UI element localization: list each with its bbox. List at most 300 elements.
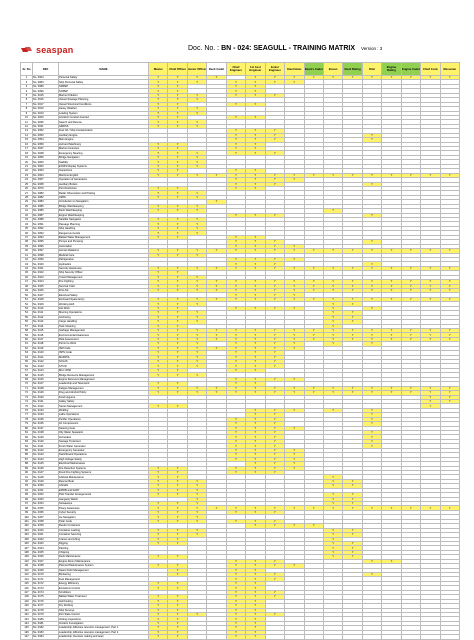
required-cell: Y (382, 559, 401, 563)
required-cell: Y (168, 568, 187, 572)
row-name: Crowd Management (59, 275, 149, 279)
required-cell: Y (207, 337, 226, 341)
row-name: Scrubbers (59, 590, 149, 594)
required-cell: Y (246, 280, 265, 284)
required-cell: Y (149, 120, 168, 124)
required-cell: Y (362, 417, 381, 421)
required-cell: Y (149, 346, 168, 350)
row-ref: No. 0114 (33, 324, 59, 328)
required-cell: Y (382, 76, 401, 80)
required-cell: Y (246, 568, 265, 572)
required-cell: Y (440, 333, 459, 337)
required-cell: Y (440, 337, 459, 341)
required-cell: Y (187, 289, 206, 293)
row-number: 74 (21, 399, 33, 403)
required-cell: Y (149, 342, 168, 346)
row-ref: No. 0142 (33, 448, 59, 452)
required-cell: Y (226, 466, 245, 470)
row-number: 76 (21, 408, 33, 412)
required-cell: Y (323, 533, 342, 537)
required-cell: Y (149, 315, 168, 319)
row-number: 14 (21, 133, 33, 137)
required-cell: Y (149, 80, 168, 84)
required-cell: Y (226, 147, 245, 151)
required-cell: Y (246, 178, 265, 182)
required-cell: Y (285, 333, 304, 337)
row-ref: No. 0168 (33, 564, 59, 568)
row-number: 63 (21, 351, 33, 355)
required-cell: Y (187, 311, 206, 315)
row-name: Galley Safety (59, 399, 149, 403)
row-number: 95 (21, 493, 33, 497)
required-cell: Y (226, 355, 245, 359)
required-cell: Y (226, 102, 245, 106)
required-cell: Y (207, 173, 226, 177)
required-cell: Y (265, 93, 284, 97)
row-ref: No. 0162 (33, 537, 59, 541)
row-number: 30 (21, 204, 33, 208)
required-cell: Y (187, 351, 206, 355)
required-cell: Y (226, 151, 245, 155)
row-number: 53 (21, 306, 33, 310)
row-ref: No. 0085 (33, 204, 59, 208)
row-number: 8 (21, 107, 33, 111)
required-cell: Y (246, 346, 265, 350)
row-ref: No. 0129 (33, 391, 59, 395)
required-cell: Y (265, 182, 284, 186)
required-cell: Y (285, 342, 304, 346)
required-cell: Y (187, 297, 206, 301)
required-cell: Y (168, 226, 187, 230)
row-number: 91 (21, 475, 33, 479)
required-cell: Y (187, 612, 206, 616)
header-rank: Oiler (362, 63, 381, 76)
required-cell: Y (168, 93, 187, 97)
row-ref: No. 0141 (33, 444, 59, 448)
row-name: Electrical Maintenance (59, 462, 149, 466)
row-name: Vetting Inspections (59, 617, 149, 621)
required-cell: Y (226, 568, 245, 572)
required-cell: Y (149, 608, 168, 612)
required-cell: Y (226, 328, 245, 332)
row-name: First Aid (59, 289, 149, 293)
row-name: STCW (59, 364, 149, 368)
row-ref: No. 0134 (33, 413, 59, 417)
row-name: Purifier Operations (59, 417, 149, 421)
required-cell: Y (304, 391, 323, 395)
required-cell: Y (304, 386, 323, 390)
required-cell: Y (323, 528, 342, 532)
required-cell: Y (401, 249, 420, 253)
required-cell: Y (246, 351, 265, 355)
row-name: Leadership, Effective resource management, Part 1 (59, 626, 149, 630)
required-cell: Y (226, 586, 245, 590)
required-cell: Y (246, 577, 265, 581)
header-rank: Chief Engineer (226, 63, 245, 76)
required-cell: Y (187, 373, 206, 377)
required-cell: Y (226, 84, 245, 88)
row-ref: No. 0090 (33, 89, 59, 93)
required-cell: Y (285, 346, 304, 350)
row-ref: No. 0138 (33, 431, 59, 435)
required-cell: Y (226, 129, 245, 133)
row-ref: No. 0128 (33, 386, 59, 390)
table-header-row (21, 63, 460, 76)
row-ref: No. 0105 (33, 284, 59, 288)
row-number: 19 (21, 155, 33, 159)
row-name: Ship Security Officer (59, 271, 149, 275)
required-cell: Y (323, 537, 342, 541)
required-cell: Y (226, 235, 245, 239)
row-ref: No. 0169 (33, 568, 59, 572)
required-cell: Y (246, 262, 265, 266)
required-cell: Y (187, 124, 206, 128)
required-cell: Y (285, 391, 304, 395)
required-cell: Y (265, 355, 284, 359)
row-ref: No. 0111 (33, 311, 59, 315)
required-cell: Y (246, 80, 265, 84)
required-cell: Y (168, 470, 187, 474)
row-ref: No. 0119 (33, 346, 59, 350)
required-cell: Y (323, 328, 342, 332)
row-ref: No. 0089 (33, 84, 59, 88)
row-name: Energy Efficiency (59, 581, 149, 585)
required-cell: Y (265, 510, 284, 514)
required-cell: Y (285, 297, 304, 301)
required-cell: Y (149, 84, 168, 88)
row-ref: No. 0172 (33, 581, 59, 585)
required-cell: Y (226, 448, 245, 452)
row-number: 80 (21, 426, 33, 430)
row-name: Operation of Generators (59, 178, 149, 182)
required-cell: Y (149, 98, 168, 102)
required-cell: Y (149, 204, 168, 208)
required-cell: Y (168, 253, 187, 257)
required-cell: Y (187, 222, 206, 226)
row-name: High Voltage Safety (59, 457, 149, 461)
row-number: 18 (21, 151, 33, 155)
row-number: 7 (21, 102, 33, 106)
required-cell: Y (362, 289, 381, 293)
row-number: 60 (21, 337, 33, 341)
required-cell: Y (168, 120, 187, 124)
required-cell: Y (187, 275, 206, 279)
required-cell: Y (343, 302, 362, 306)
required-cell: Y (246, 621, 265, 625)
row-ref: No. 0136 (33, 422, 59, 426)
required-cell: Y (323, 315, 342, 319)
row-name: Port Restriction (59, 186, 149, 190)
required-cell: Y (168, 160, 187, 164)
required-cell: Y (226, 289, 245, 293)
required-cell: Y (207, 333, 226, 337)
required-cell: Y (246, 408, 265, 412)
row-number: 127 (21, 635, 33, 639)
required-cell: Y (421, 506, 440, 510)
required-cell: Y (362, 266, 381, 270)
row-ref: No. 0056 (33, 155, 59, 159)
required-cell: Y (246, 306, 265, 310)
row-number: 84 (21, 444, 33, 448)
required-cell: Y (265, 351, 284, 355)
row-number: 122 (21, 612, 33, 616)
row-number: 13 (21, 129, 33, 133)
required-cell: Y (149, 155, 168, 159)
required-cell: Y (187, 355, 206, 359)
required-cell: Y (343, 506, 362, 510)
row-ref: No. 0103 (33, 275, 59, 279)
required-cell: Y (246, 249, 265, 253)
required-cell: Y (168, 231, 187, 235)
row-ref: No. 0102 (33, 271, 59, 275)
row-name: Ship Personal Safety (59, 80, 149, 84)
required-cell: Y (285, 506, 304, 510)
row-ref: No. 0093 (33, 231, 59, 235)
required-cell: Y (226, 519, 245, 523)
required-cell: Y (187, 151, 206, 155)
required-cell: Y (265, 506, 284, 510)
header-ref: DEF (33, 63, 59, 76)
required-cell: Y (421, 249, 440, 253)
required-cell: Y (343, 533, 362, 537)
required-cell: Y (168, 89, 187, 93)
row-name: Bridge Navigation (59, 155, 149, 159)
required-cell: Y (343, 315, 362, 319)
required-cell: Y (265, 213, 284, 217)
required-cell: Y (285, 293, 304, 297)
row-ref: No. 0132 (33, 404, 59, 408)
required-cell: Y (362, 240, 381, 244)
row-ref: No. 0165 (33, 550, 59, 554)
required-cell: Y (323, 497, 342, 501)
required-cell: Y (401, 266, 420, 270)
required-cell: Y (401, 333, 420, 337)
required-cell: Y (168, 218, 187, 222)
required-cell: Y (187, 160, 206, 164)
row-name: Oily Water Separator (59, 431, 149, 435)
row-name: Steering Gear (59, 426, 149, 430)
required-cell: Y (265, 151, 284, 155)
required-cell: Y (285, 178, 304, 182)
required-cell: Y (246, 635, 265, 639)
header-name: NAME (59, 63, 149, 76)
row-number: 44 (21, 266, 33, 270)
required-cell: Y (149, 519, 168, 523)
required-cell: Y (226, 182, 245, 186)
row-ref: No. 0149 (33, 479, 59, 483)
row-name: Ballast Water Management (59, 235, 149, 239)
empty-cell (304, 635, 323, 639)
required-cell: Y (246, 595, 265, 599)
row-name: Garbage Management (59, 328, 149, 332)
required-cell: Y (265, 244, 284, 248)
required-cell: Y (168, 564, 187, 568)
row-number: 61 (21, 342, 33, 346)
doc-prefix: Doc. No. : (188, 45, 220, 52)
row-number: 100 (21, 515, 33, 519)
required-cell: Y (149, 368, 168, 372)
row-name: Emergency Steering (59, 151, 149, 155)
required-cell: Y (226, 630, 245, 634)
required-cell: Y (187, 342, 206, 346)
required-cell: Y (207, 328, 226, 332)
row-ref: No. 0153 (33, 497, 59, 501)
required-cell: Y (149, 493, 168, 497)
required-cell: Y (265, 408, 284, 412)
row-number: 79 (21, 422, 33, 426)
row-number: 96 (21, 497, 33, 501)
required-cell: Y (226, 422, 245, 426)
row-number: 106 (21, 541, 33, 545)
required-cell: Y (421, 76, 440, 80)
required-cell: Y (149, 488, 168, 492)
row-ref: No. 0177 (33, 604, 59, 608)
row-number: 6 (21, 98, 33, 102)
required-cell: Y (343, 328, 362, 332)
required-cell: Y (323, 302, 342, 306)
required-cell: Y (187, 76, 206, 80)
required-cell: Y (323, 386, 342, 390)
required-cell: Y (168, 266, 187, 270)
row-number: 32 (21, 213, 33, 217)
required-cell: Y (149, 124, 168, 128)
row-number: 1 (21, 76, 33, 80)
row-name: Cyber Security (59, 510, 149, 514)
required-cell: Y (323, 173, 342, 177)
required-cell: Y (187, 191, 206, 195)
row-name: Port State Control (59, 612, 149, 616)
required-cell: Y (323, 311, 342, 315)
required-cell: Y (323, 541, 342, 545)
row-number: 118 (21, 595, 33, 599)
required-cell: Y (421, 399, 440, 403)
row-name: Rescue Boat (59, 479, 149, 483)
required-cell: Y (323, 280, 342, 284)
required-cell: Y (246, 355, 265, 359)
row-name: Search and Rescue (59, 120, 149, 124)
required-cell: Y (323, 502, 342, 506)
required-cell: Y (362, 182, 381, 186)
required-cell: Y (168, 98, 187, 102)
required-cell: Y (265, 280, 284, 284)
row-name: ECDIS Display Systems (59, 164, 149, 168)
required-cell: Y (168, 506, 187, 510)
required-cell: Y (187, 484, 206, 488)
required-cell: Y (265, 431, 284, 435)
required-cell: Y (401, 280, 420, 284)
required-cell: Y (323, 333, 342, 337)
required-cell: Y (168, 364, 187, 368)
required-cell: Y (246, 213, 265, 217)
required-cell: Y (246, 462, 265, 466)
required-cell: Y (168, 324, 187, 328)
row-number: 2 (21, 80, 33, 84)
required-cell: Y (226, 93, 245, 97)
required-cell: Y (285, 426, 304, 430)
doc-version: Version : 3 (360, 46, 383, 51)
required-cell: Y (246, 76, 265, 80)
row-ref: No. 0121 (33, 355, 59, 359)
row-ref: No. 0004 (33, 76, 59, 80)
required-cell: Y (226, 439, 245, 443)
required-cell: Y (421, 280, 440, 284)
required-cell: Y (265, 240, 284, 244)
row-ref: No. 0131 (33, 399, 59, 403)
row-ref: No. 0120 (33, 351, 59, 355)
required-cell: Y (149, 311, 168, 315)
required-cell: Y (246, 448, 265, 452)
row-ref: No. 0180 (33, 617, 59, 621)
row-number: 16 (21, 142, 33, 146)
required-cell: Y (246, 360, 265, 364)
required-cell: Y (382, 391, 401, 395)
required-cell: Y (168, 581, 187, 585)
document-title (188, 45, 382, 52)
header-rank: Messman (440, 63, 459, 76)
required-cell: Y (168, 155, 187, 159)
required-cell: Y (226, 581, 245, 585)
row-ref: No. 0091 (33, 222, 59, 226)
row-number: 115 (21, 581, 33, 585)
row-ref: No. 0010 (33, 107, 59, 111)
doc-number: BN - 024: SEAGULL - TRAINING MATRIX (221, 45, 355, 52)
required-cell: Y (207, 289, 226, 293)
required-cell: Y (382, 249, 401, 253)
required-cell: Y (323, 266, 342, 270)
row-name: Rigging (59, 541, 149, 545)
required-cell: Y (285, 80, 304, 84)
required-cell: Y (187, 266, 206, 270)
required-cell: Y (246, 506, 265, 510)
required-cell: Y (149, 630, 168, 634)
row-ref: No. 0154 (33, 502, 59, 506)
required-cell: Y (285, 564, 304, 568)
required-cell: Y (265, 249, 284, 253)
row-ref: No. 0137 (33, 426, 59, 430)
row-ref: No. 0059 (33, 142, 59, 146)
row-name: Food Hygiene (59, 395, 149, 399)
required-cell: Y (265, 524, 284, 528)
required-cell: Y (168, 519, 187, 523)
required-cell: Y (226, 178, 245, 182)
row-number: 90 (21, 470, 33, 474)
required-cell: Y (246, 333, 265, 337)
required-cell: Y (226, 351, 245, 355)
required-cell: Y (168, 386, 187, 390)
row-ref: No. 0173 (33, 586, 59, 590)
required-cell: Y (382, 506, 401, 510)
row-ref: No. 0017 (33, 102, 59, 106)
required-cell: Y (265, 466, 284, 470)
row-number: 54 (21, 311, 33, 315)
row-number: 35 (21, 226, 33, 230)
required-cell: Y (421, 173, 440, 177)
required-cell: Y (440, 328, 459, 332)
row-number: 3 (21, 84, 33, 88)
row-ref: No. 0101 (33, 266, 59, 270)
row-ref: No. 0159 (33, 524, 59, 528)
required-cell: Y (323, 337, 342, 341)
row-name: Vessel Stowage Planning (59, 98, 149, 102)
row-ref: No. 0182 (33, 626, 59, 630)
required-cell: Y (226, 470, 245, 474)
seaspan-wave-icon (20, 45, 34, 55)
required-cell: Y (149, 111, 168, 115)
required-cell: Y (226, 577, 245, 581)
row-ref: No. 0174 (33, 590, 59, 594)
required-cell: Y (421, 266, 440, 270)
required-cell: Y (149, 151, 168, 155)
